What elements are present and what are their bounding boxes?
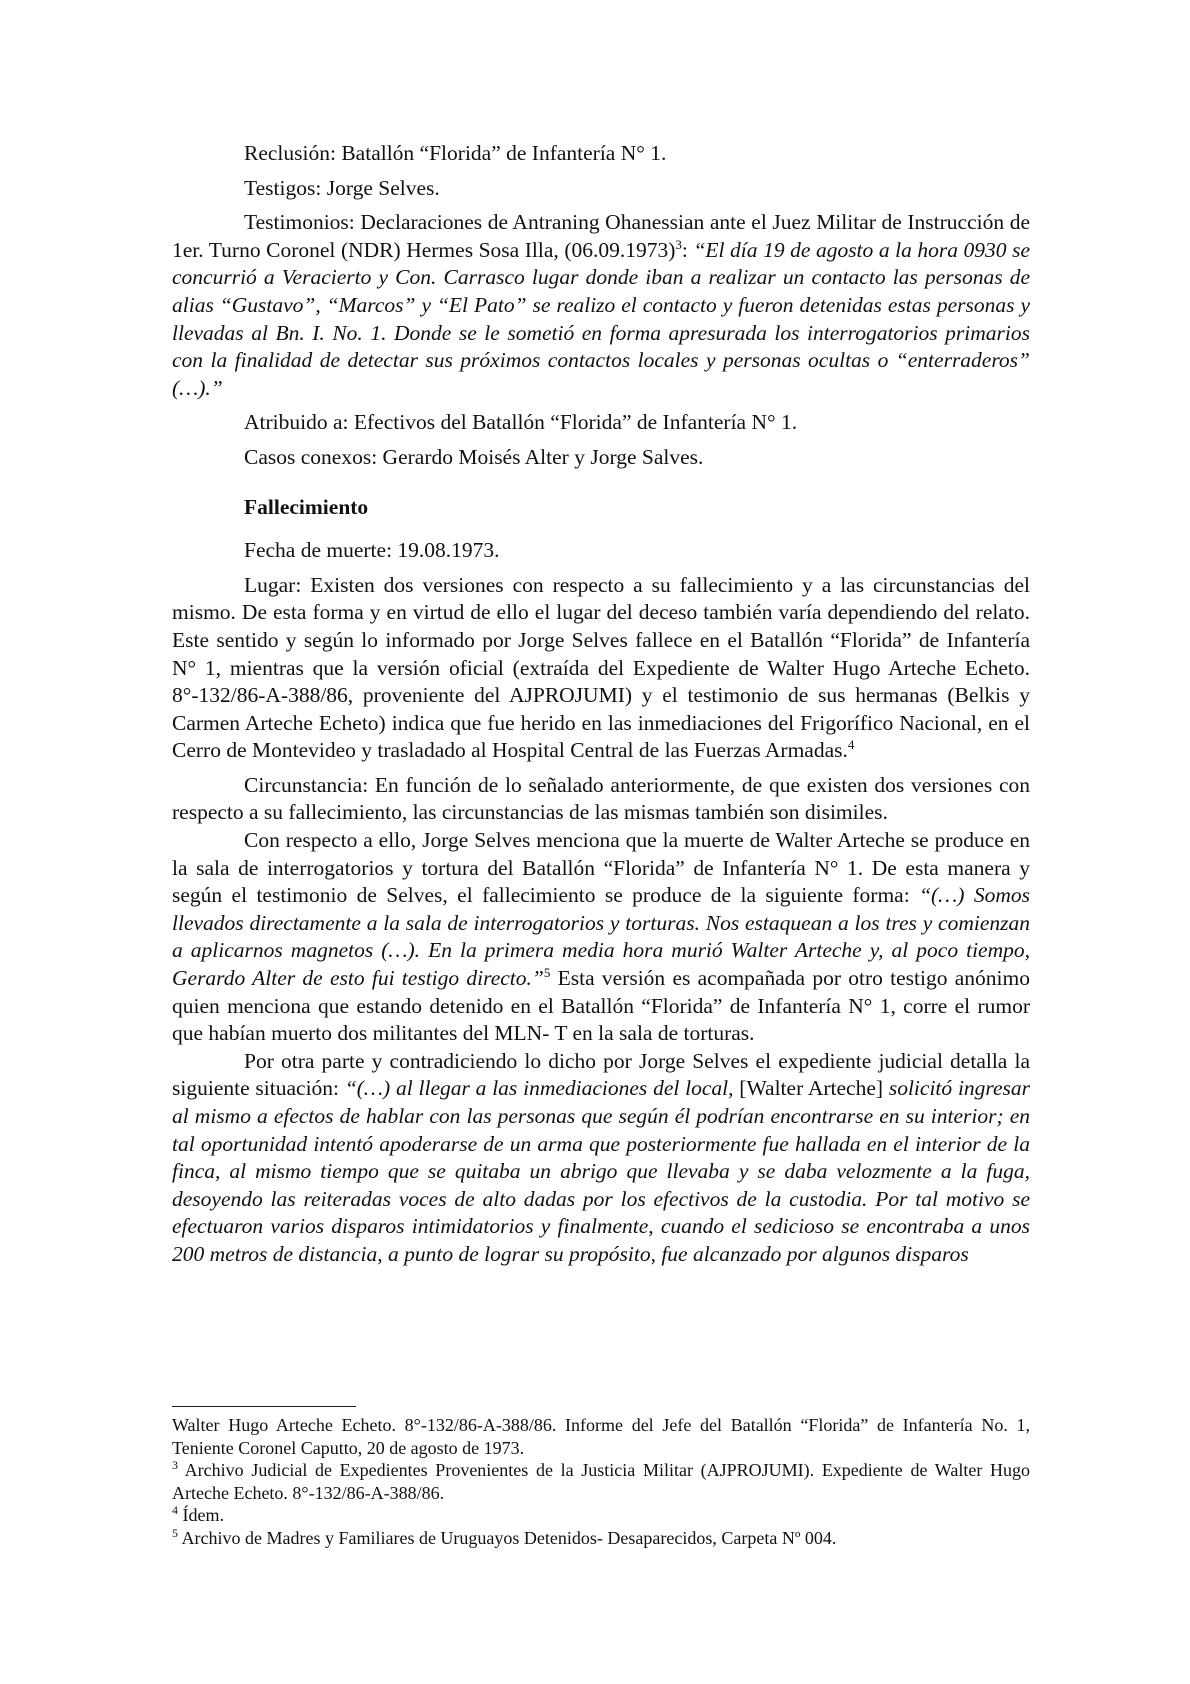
circunstancia-paragraph: Circunstancia: En función de lo señalado anteriormente, de que existen dos versiones con respecto a su fallecimiento, las circunstancias de las mismas también son disimiles. (172, 772, 1030, 825)
footnote-5 (172, 1527, 1030, 1550)
expediente-bracket: [Walter Arteche] (733, 1076, 889, 1101)
section-heading-fallecimiento: Fallecimiento (244, 494, 369, 519)
footnote-text: Ídem. (178, 1505, 224, 1525)
footnote-ref-4: 4 (847, 737, 855, 753)
testimonios-text: Testimonios: Declaraciones de Antraning Ohanessian ante el Juez Militar de Instrucción de 1er. Turno Coronel (NDR) Hermes Sosa Illa, (06.09.1973) (172, 210, 1030, 262)
expediente-text: Por otra parte y contradiciendo lo dicho por Jorge Selves el expediente judicial detalla la siguiente situación: (172, 1048, 1030, 1101)
document-body (172, 140, 1030, 1269)
footnote-text: Archivo Judicial de Expedientes Provenientes de la Justicia Militar (AJPROJUMI). Expediente de Walter Hugo Arteche Echeto. 8°-132/86-A-388/86. (172, 1460, 1030, 1503)
selves-text: Con respecto a ello, Jorge Selves menciona que la muerte de Walter Arteche se produce en la sala de interrogatorios y tortura del Batallón “Florida” de Infantería N° 1. De esta manera y según el testimonio de Selves, el fallecimiento se produce de la siguiente forma: (172, 828, 1030, 908)
footnote-continued (172, 1414, 1030, 1459)
testimonios-quote: “El día 19 de agosto a la hora 0930 se concurrió a Veracierto y Con. Carrasco lugar donde iban a realizar un contacto las personas de alias “Gustavo”, “Marcos” y “El Pato” se realizo el contacto y fueron detenidas estas personas y llevadas al Bn. I. No. 1. Donde se le sometió en forma apresurada los interrogatorios primarios con la finalidad de detectar sus próximos contactos locales y personas ocultas o “enterraderos” (…).” (172, 237, 1031, 400)
lugar-text: Lugar: Existen dos versiones con respecto a su fallecimiento y a las circunstancias del mismo. De esta forma y en virtud de ello el lugar del deceso también varía dependiendo del relato. Este sentido y según lo informado por Jorge Selves fallece en el Batallón “Florida” de Infantería N° 1, mientras que la versión oficial (extraída del Expediente de Walter Hugo Arteche Echeto. 8°-132/86-A-388/86, proveniente del AJPROJUMI) y el testimonio de sus hermanas (Belkis y Carmen Arteche Echeto) indica que fue herido en las inmediaciones del Frigorífico Nacional, en el Cerro de Montevideo y trasladado al Hospital Central de las Fuerzas Armadas. (172, 572, 1030, 763)
lugar-paragraph (172, 572, 1030, 765)
footnote-mark: 5 (172, 1525, 178, 1540)
expediente-quote-2: solicitó ingresar al mismo a efectos de hablar con las personas que según él podrían encontrarse en su interior; en tal oportunidad intentó apoderarse de un arma que posteriormente fue hallada en el interior de la finca, al mismo tiempo que se quitaba un abrigo que llevaba y se daba velozmente a la fuga, desoyendo las reiteradas voces de alto dadas por los efectivos de la custodia. Por tal motivo se efectuaron varios disparos intimidatorios y finalmente, cuando el sedicioso se encontraba a unos 200 metros de distancia, a punto de lograr su propósito, fue alcanzado por algunos disparos (172, 1076, 1031, 1266)
selves-quote: “(…) Somos llevados directamente a la sala de interrogatorios y torturas. Nos estaquean a los tres y comienzan a aplicarnos magnetos (…). En la primera media hora murió Walter Arteche y, al poco tiempo, Gerardo Alter de esto fui testigo directo.” (172, 883, 1030, 991)
footnote-mark: 4 (172, 1503, 178, 1517)
expediente-paragraph (172, 1048, 1030, 1269)
testigos-line: Testigos: Jorge Selves. (244, 175, 440, 200)
fecha-muerte-line: Fecha de muerte: 19.08.1973. (244, 538, 500, 563)
footnote-text: Archivo de Madres y Familiares de Uruguayos Detenidos- Desaparecidos, Carpeta Nº 004. (178, 1527, 837, 1548)
footnote-mark: 3 (172, 1458, 178, 1472)
selves-paragraph (172, 827, 1030, 1048)
footnote-ref-5: 5 (543, 964, 551, 980)
selves-text-cont: Esta versión es acompañada por otro testigo anónimo quien menciona que estando detenido en el Batallón “Florida” de Infantería N° 1, corre el rumor que habían muerto dos militantes del MLN- T en la sala de torturas. (172, 966, 1030, 1046)
reclusion-line: Reclusión: Batallón “Florida” de Infantería N° 1. (244, 141, 667, 165)
footnote-4 (172, 1504, 1030, 1527)
casos-conexos-line: Casos conexos: Gerardo Moisés Alter y Jorge Salves. (244, 444, 704, 469)
testimonios-paragraph (172, 209, 1030, 402)
atribuido-line: Atribuido a: Efectivos del Batallón “Florida” de Infantería N° 1. (244, 410, 798, 435)
footnote-ref-3: 3 (675, 236, 682, 252)
footnote-text: Walter Hugo Arteche Echeto. 8°-132/86-A-388/86. Informe del Jefe del Batallón “Florida” de Infantería No. 1, Teniente Coronel Caputto, 20 de agosto de 1973. (172, 1415, 1030, 1458)
footnotes (172, 1414, 1030, 1549)
testimonios-colon: : (681, 237, 694, 262)
footnote-separator (172, 1406, 356, 1407)
footnote-3 (172, 1459, 1030, 1504)
expediente-quote-1: “(…) al llegar a las inmediaciones del local, (344, 1076, 734, 1101)
